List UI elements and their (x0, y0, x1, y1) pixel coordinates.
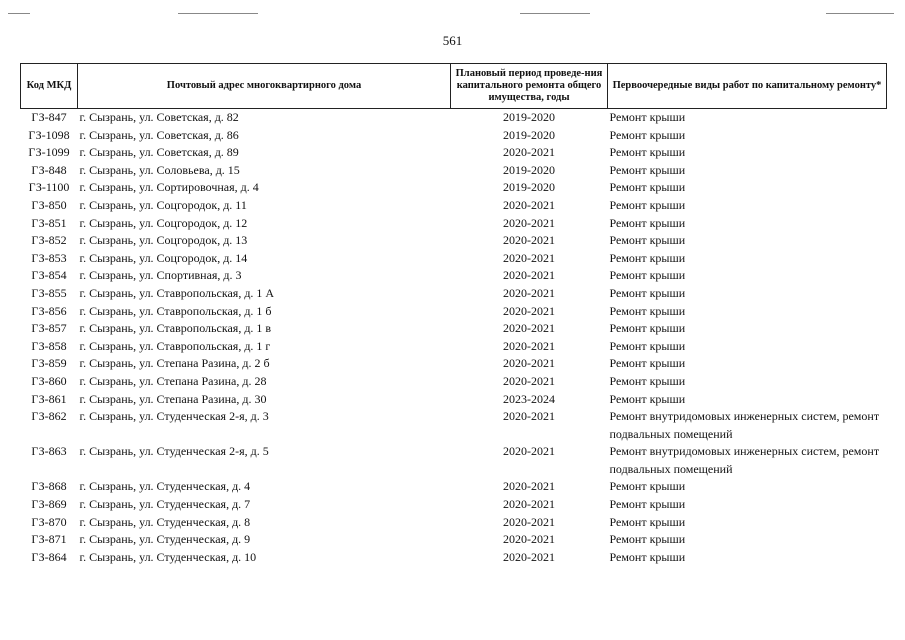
cell-code: ГЗ-848 (31, 162, 67, 177)
cell-code: ГЗ-847 (31, 110, 67, 124)
cell-address: г. Сызрань, ул. Советская, д. 82 (79, 110, 239, 124)
cell-address: г. Сызрань, ул. Студенческая, д. 8 (79, 514, 251, 529)
cell-work: Ремонт крыши (609, 250, 686, 265)
cell-work: Ремонт крыши (609, 321, 686, 336)
table-row (21, 179, 887, 197)
cell-code: ГЗ-1100 (28, 180, 70, 195)
table-row (21, 285, 887, 303)
table-row (21, 549, 887, 567)
table-row (21, 250, 887, 268)
cell-code: ГЗ-855 (31, 285, 67, 300)
cell-code: ГЗ-1098 (28, 127, 70, 142)
cell-code: ГЗ-870 (31, 514, 67, 529)
table-row (21, 478, 887, 496)
cell-period: 2020-2021 (503, 233, 555, 248)
cell-period: 2020-2021 (503, 215, 555, 230)
cell-code: ГЗ-871 (31, 532, 67, 547)
table-row (21, 162, 887, 180)
cell-address: г. Сызрань, ул. Ставропольская, д. 1 г (79, 338, 271, 353)
cell-period: 2020-2021 (503, 409, 555, 424)
cell-work: Ремонт крыши (609, 391, 686, 406)
cell-period: 2023-2024 (503, 391, 555, 406)
scan-artifact-line (178, 13, 258, 14)
table-row (21, 496, 887, 514)
cell-work: Ремонт крыши (609, 549, 686, 564)
table-row (21, 320, 887, 338)
cell-work: Ремонт крыши (609, 233, 686, 248)
cell-period: 2020-2021 (503, 497, 555, 512)
header-address: Почтовый адрес многоквартирного дома (78, 64, 451, 109)
cell-address: г. Сызрань, ул. Соцгородок, д. 11 (79, 197, 247, 212)
cell-code: ГЗ-861 (31, 391, 67, 406)
table-row (21, 391, 887, 409)
cell-work: Ремонт крыши (609, 373, 686, 388)
cell-work: Ремонт крыши (609, 180, 686, 195)
cell-period: 2020-2021 (503, 250, 555, 265)
cell-address: г. Сызрань, ул. Соловьева, д. 15 (79, 162, 240, 177)
cell-period: 2020-2021 (503, 373, 555, 388)
cell-address: г. Сызрань, ул. Соцгородок, д. 12 (79, 215, 248, 230)
cell-code: ГЗ-864 (31, 549, 67, 564)
table-row (21, 338, 887, 356)
cell-period: 2020-2021 (503, 303, 555, 318)
table-row (21, 373, 887, 391)
cell-period: 2020-2021 (503, 444, 555, 459)
table-row (21, 215, 887, 233)
cell-address: г. Сызрань, ул. Студенческая 2-я, д. 3 (79, 409, 269, 424)
cell-code: ГЗ-860 (31, 373, 67, 388)
cell-address: г. Сызрань, ул. Ставропольская, д. 1 А (79, 285, 275, 300)
cell-work: Ремонт крыши (609, 497, 686, 512)
scan-artifact-line (8, 13, 30, 14)
table-row (21, 355, 887, 373)
cell-period: 2019-2020 (503, 180, 555, 195)
cell-address: г. Сызрань, ул. Студенческая, д. 7 (79, 497, 251, 512)
cell-period: 2020-2021 (503, 145, 555, 160)
table-body (21, 109, 887, 567)
cell-work: Ремонт крыши (609, 162, 686, 177)
header-work: Первоочередные виды работ по капитальному ремонту* (608, 64, 887, 109)
cell-code: ГЗ-854 (31, 268, 67, 283)
cell-work: Ремонт крыши (609, 532, 686, 547)
cell-code: ГЗ-1099 (28, 145, 70, 160)
cell-work: Ремонт крыши (609, 514, 686, 529)
cell-period: 2020-2021 (503, 479, 555, 494)
page-number: 561 (442, 33, 463, 48)
cell-period: 2020-2021 (503, 356, 555, 371)
cell-address: г. Сызрань, ул. Ставропольская, д. 1 в (79, 321, 272, 336)
cell-work: Ремонт крыши (609, 338, 686, 353)
cell-code: ГЗ-851 (31, 215, 67, 230)
cell-address: г. Сызрань, ул. Соцгородок, д. 13 (79, 233, 248, 248)
table-row (21, 443, 887, 478)
cell-code: ГЗ-852 (31, 233, 67, 248)
table-row (21, 267, 887, 285)
cell-work: Ремонт внутридомовых инженерных систем, ремонт подвальных помещений (609, 409, 880, 441)
cell-code: ГЗ-857 (31, 321, 67, 336)
table-row (21, 127, 887, 145)
cell-work: Ремонт крыши (609, 268, 686, 283)
cell-work: Ремонт крыши (609, 479, 686, 494)
table-row (21, 197, 887, 215)
table-row (21, 144, 887, 162)
cell-address: г. Сызрань, ул. Студенческая 2-я, д. 5 (79, 444, 269, 459)
cell-work: Ремонт крыши (609, 110, 686, 124)
cell-period: 2020-2021 (503, 532, 555, 547)
cell-address: г. Сызрань, ул. Студенческая, д. 10 (79, 549, 257, 564)
cell-period: 2020-2021 (503, 549, 555, 564)
cell-work: Ремонт крыши (609, 127, 686, 142)
cell-address: г. Сызрань, ул. Степана Разина, д. 2 б (79, 356, 270, 371)
header-code: Код МКД (21, 64, 78, 109)
cell-address: г. Сызрань, ул. Советская, д. 86 (79, 127, 239, 142)
cell-address: г. Сызрань, ул. Советская, д. 89 (79, 145, 239, 160)
scan-artifact-line (520, 13, 590, 14)
cell-code: ГЗ-862 (31, 409, 67, 424)
cell-code: ГЗ-856 (31, 303, 67, 318)
table-row (21, 408, 887, 443)
cell-code: ГЗ-850 (31, 197, 67, 212)
header-period: Плановый период проведе-ния капитального ремонта общего имущества, годы (451, 64, 608, 109)
cell-period: 2020-2021 (503, 268, 555, 283)
table-row (21, 531, 887, 549)
cell-code: ГЗ-858 (31, 338, 67, 353)
cell-period: 2019-2020 (503, 127, 555, 142)
cell-work: Ремонт крыши (609, 197, 686, 212)
scan-artifact-line (826, 13, 894, 14)
cell-work: Ремонт крыши (609, 303, 686, 318)
cell-address: г. Сызрань, ул. Степана Разина, д. 30 (79, 391, 267, 406)
cell-address: г. Сызрань, ул. Студенческая, д. 9 (79, 532, 251, 547)
cell-period: 2019-2020 (503, 162, 555, 177)
cell-address: г. Сызрань, ул. Степана Разина, д. 28 (79, 373, 267, 388)
cell-period: 2020-2021 (503, 321, 555, 336)
cell-work: Ремонт крыши (609, 285, 686, 300)
cell-period: 2019-2020 (503, 110, 555, 124)
cell-work: Ремонт внутридомовых инженерных систем, ремонт подвальных помещений (609, 444, 880, 476)
cell-work: Ремонт крыши (609, 215, 686, 230)
cell-address: г. Сызрань, ул. Соцгородок, д. 14 (79, 250, 248, 265)
cell-period: 2020-2021 (503, 514, 555, 529)
table-row (21, 232, 887, 250)
cell-code: ГЗ-863 (31, 444, 67, 459)
cell-address: г. Сызрань, ул. Спортивная, д. 3 (79, 268, 242, 283)
cell-address: г. Сызрань, ул. Сортировочная, д. 4 (79, 180, 259, 195)
cell-address: г. Сызрань, ул. Студенческая, д. 4 (79, 479, 251, 494)
cell-period: 2020-2021 (503, 285, 555, 300)
table-header-row (21, 64, 887, 109)
cell-work: Ремонт крыши (609, 356, 686, 371)
cell-code: ГЗ-859 (31, 356, 67, 371)
capital-repair-table (20, 63, 887, 566)
cell-period: 2020-2021 (503, 338, 555, 353)
cell-address: г. Сызрань, ул. Ставропольская, д. 1 б (79, 303, 272, 318)
table-row (21, 514, 887, 532)
cell-code: ГЗ-853 (31, 250, 67, 265)
cell-code: ГЗ-869 (31, 497, 67, 512)
table-row (21, 109, 887, 127)
cell-work: Ремонт крыши (609, 145, 686, 160)
cell-period: 2020-2021 (503, 197, 555, 212)
cell-code: ГЗ-868 (31, 479, 67, 494)
table-row (21, 303, 887, 321)
